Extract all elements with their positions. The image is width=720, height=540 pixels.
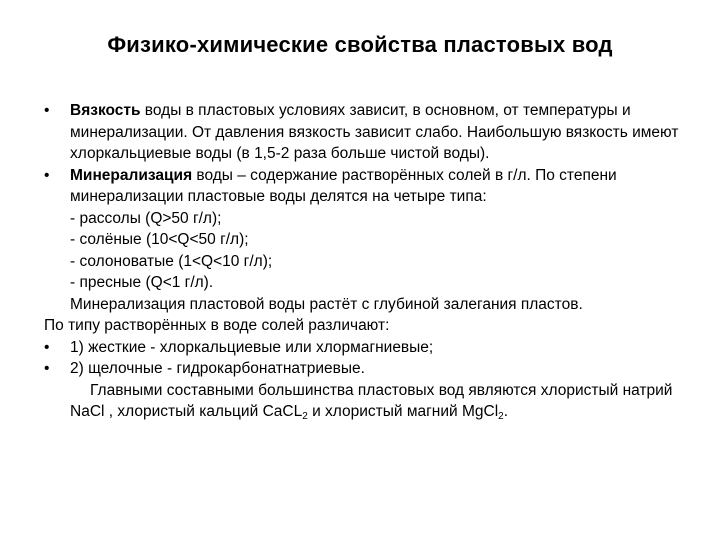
formula-mgcl: MgCl [461,403,499,420]
mineralization-type-fresh: - пресные (Q<1 г/л). [70,274,214,291]
bullet-salt-type-alkaline [44,358,694,380]
mineralization-type-salty: - солёные (10<Q<50 г/л); [70,231,249,248]
formula-cacl-subscript: 2 [302,411,308,422]
formula-nacl: NaCl [70,403,105,420]
formula-cacl: CaCL [262,403,303,420]
mineralization-type-brine: - рассолы (Q>50 г/л); [70,209,222,227]
mineralization-text: воды – содержание растворённых солей в г/л. По степени минерализации пластовые воды делятся на четыре типа: [70,166,617,205]
viscosity-term: Вязкость [70,102,141,119]
formula-mgcl-subscript: 2 [498,411,504,422]
mineralization-type-brackish: - солоноватые (1<Q<10 г/л); [70,252,273,270]
slide-body [44,100,694,423]
bullet-salt-type-hard [44,337,694,359]
bullet-mineralization [44,165,694,208]
bullet-marker: • [44,166,50,184]
components-mid-1: , хлористый кальций [104,403,263,420]
salt-type-hard-text: 1) жесткие - хлоркальциевые или хлормагниевые; [70,338,434,356]
salt-type-alkaline-text: 2) щелочные - гидрокарбонатнатриевые. [70,360,365,377]
mineralization-term: Минерализация [70,166,193,184]
components-end: . [503,403,509,420]
bullet-viscosity [44,100,694,165]
bullet-marker: • [44,102,50,119]
components-paragraph [44,380,694,423]
bullet-marker: • [44,360,50,377]
components-mid-2: и хлористый магний [307,403,462,420]
viscosity-text: воды в пластовых условиях зависит, в основном, от температуры и минерализации. От давления вязкость зависит слабо. Наибольшую вязкость имеют хлоркальциевые воды (в 1,5-2 раза больше чистой воды). [70,102,679,162]
bullet-marker: • [44,338,50,356]
components-lead: Главными составными большинства пластовых вод являются хлористый натрий [90,381,673,399]
slide-title: Физико-химические свойства пластовых вод [107,32,613,57]
mineralization-depth-note: Минерализация пластовой воды растёт с глубиной залегания пластов. [70,295,583,313]
salt-types-intro: По типу растворённых в воде солей различают: [44,317,390,334]
